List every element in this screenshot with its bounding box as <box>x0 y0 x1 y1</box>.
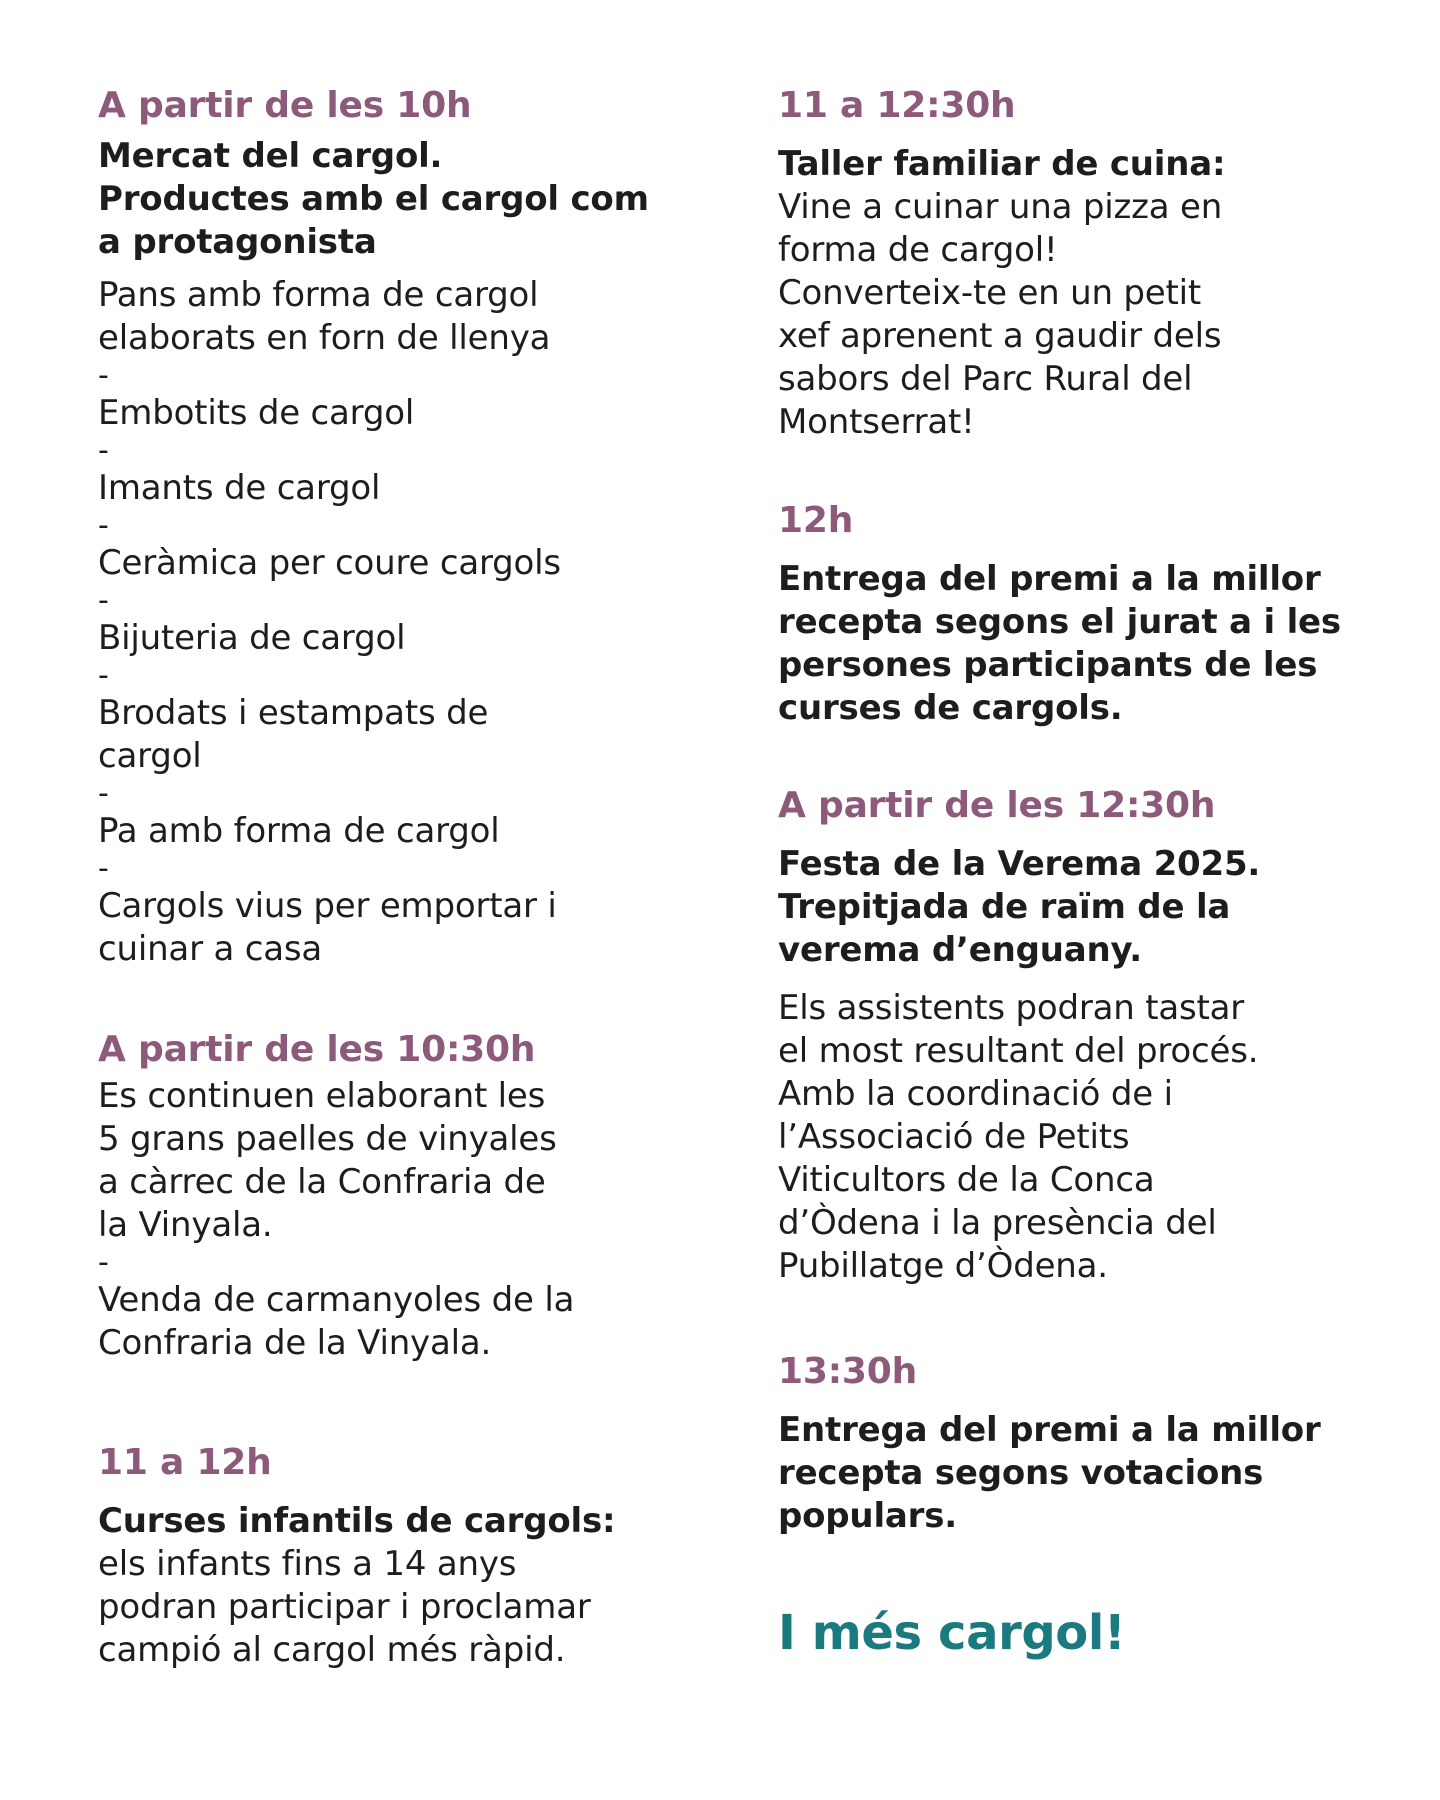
title-line: persones participants de les <box>778 645 1318 685</box>
separator: - <box>98 508 109 543</box>
title-line: recepta segons votacions <box>778 1453 1264 1493</box>
section-time: A partir de les 10h <box>98 85 472 126</box>
section-time: A partir de les 12:30h <box>778 785 1216 826</box>
section-taller <box>778 84 1378 444</box>
section-verema <box>778 784 1378 1288</box>
text-line: Venda de carmanyoles de la <box>98 1280 575 1320</box>
separator: - <box>98 583 109 618</box>
text-line: d’Òdena i la presència del <box>778 1203 1217 1243</box>
section-title: Taller familiar de cuina: <box>778 144 1226 184</box>
text-line: campió al cargol més ràpid. <box>98 1630 566 1670</box>
list-item: Ceràmica per coure cargols <box>98 543 561 583</box>
text-line: podran participar i proclamar <box>98 1587 591 1627</box>
list-item: Brodats i estampats de <box>98 693 489 733</box>
section-title <box>778 843 1378 972</box>
section-title <box>98 135 698 264</box>
title-line: verema d’enguany. <box>778 930 1143 970</box>
section-text <box>98 1500 698 1672</box>
text-line: Amb la coordinació de i <box>778 1074 1173 1114</box>
text-line: Viticultors de la Conca <box>778 1160 1155 1200</box>
title-line: Mercat del cargol. <box>98 136 443 176</box>
separator: - <box>98 658 109 693</box>
list-item: Cargols vius per emportar i <box>98 886 557 926</box>
section-title <box>778 558 1378 730</box>
text-line: el most resultant del procés. <box>778 1031 1259 1071</box>
section-curses <box>98 1441 698 1672</box>
product-list <box>98 274 698 971</box>
list-item: elaborats en forn de llenya <box>98 318 551 358</box>
separator: - <box>98 851 109 886</box>
section-time: 11 a 12h <box>98 1442 272 1483</box>
title-line: recepta segons el jurat a i les <box>778 602 1341 642</box>
text-line: la Vinyala. <box>98 1205 273 1245</box>
text-line: Els assistents podran tastar <box>778 988 1245 1028</box>
closing-tagline: I més cargol! <box>778 1605 1126 1661</box>
title-line: a protagonista <box>98 222 377 262</box>
section-premi-jurat <box>778 499 1378 730</box>
section-title: Curses infantils de cargols: <box>98 1501 616 1541</box>
section-text <box>778 143 1378 444</box>
text-line: Pubillatge d’Òdena. <box>778 1246 1108 1286</box>
text-line: Vine a cuinar una pizza en <box>778 187 1223 227</box>
text-line: xef aprenent a gaudir dels <box>778 316 1222 356</box>
text-line: Es continuen elaborant les <box>98 1076 546 1116</box>
title-line: Entrega del premi a la millor <box>778 559 1321 599</box>
title-line: Trepitjada de raïm de la <box>778 887 1231 927</box>
text-line: sabors del Parc Rural del <box>778 359 1193 399</box>
separator: - <box>98 358 109 393</box>
list-item: Pa amb forma de cargol <box>98 811 500 851</box>
text-line: Montserrat! <box>778 402 975 442</box>
section-text <box>98 1075 698 1365</box>
list-item: cargol <box>98 736 202 776</box>
text-line: 5 grans paelles de vinyales <box>98 1119 557 1159</box>
list-item: Embotits de cargol <box>98 393 415 433</box>
separator: - <box>98 776 109 811</box>
section-paelles <box>98 1028 698 1365</box>
text-line: Converteix-te en un petit <box>778 273 1202 313</box>
title-line: curses de cargols. <box>778 688 1123 728</box>
text-line: a càrrec de la Confraria de <box>98 1162 546 1202</box>
section-premi-popular <box>778 1350 1378 1538</box>
section-time: 13:30h <box>778 1351 918 1392</box>
section-time: 11 a 12:30h <box>778 85 1016 126</box>
section-mercat <box>98 84 698 971</box>
text-line: Confraria de la Vinyala. <box>98 1323 492 1363</box>
section-text <box>778 987 1378 1288</box>
title-line: Festa de la Verema 2025. <box>778 844 1261 884</box>
text-line: els infants fins a 14 anys <box>98 1544 517 1584</box>
text-line: l’Associació de Petits <box>778 1117 1130 1157</box>
separator: - <box>98 1245 109 1280</box>
title-line: populars. <box>778 1496 957 1536</box>
section-time: 12h <box>778 500 854 541</box>
list-item: Imants de cargol <box>98 468 381 508</box>
title-line: Productes amb el cargol com <box>98 179 649 219</box>
separator: - <box>98 433 109 468</box>
title-line: Entrega del premi a la millor <box>778 1410 1321 1450</box>
text-line: forma de cargol! <box>778 230 1058 270</box>
list-item: cuinar a casa <box>98 929 322 969</box>
list-item: Bijuteria de cargol <box>98 618 406 658</box>
section-title <box>778 1409 1378 1538</box>
list-item: Pans amb forma de cargol <box>98 275 539 315</box>
section-time: A partir de les 10:30h <box>98 1029 536 1070</box>
